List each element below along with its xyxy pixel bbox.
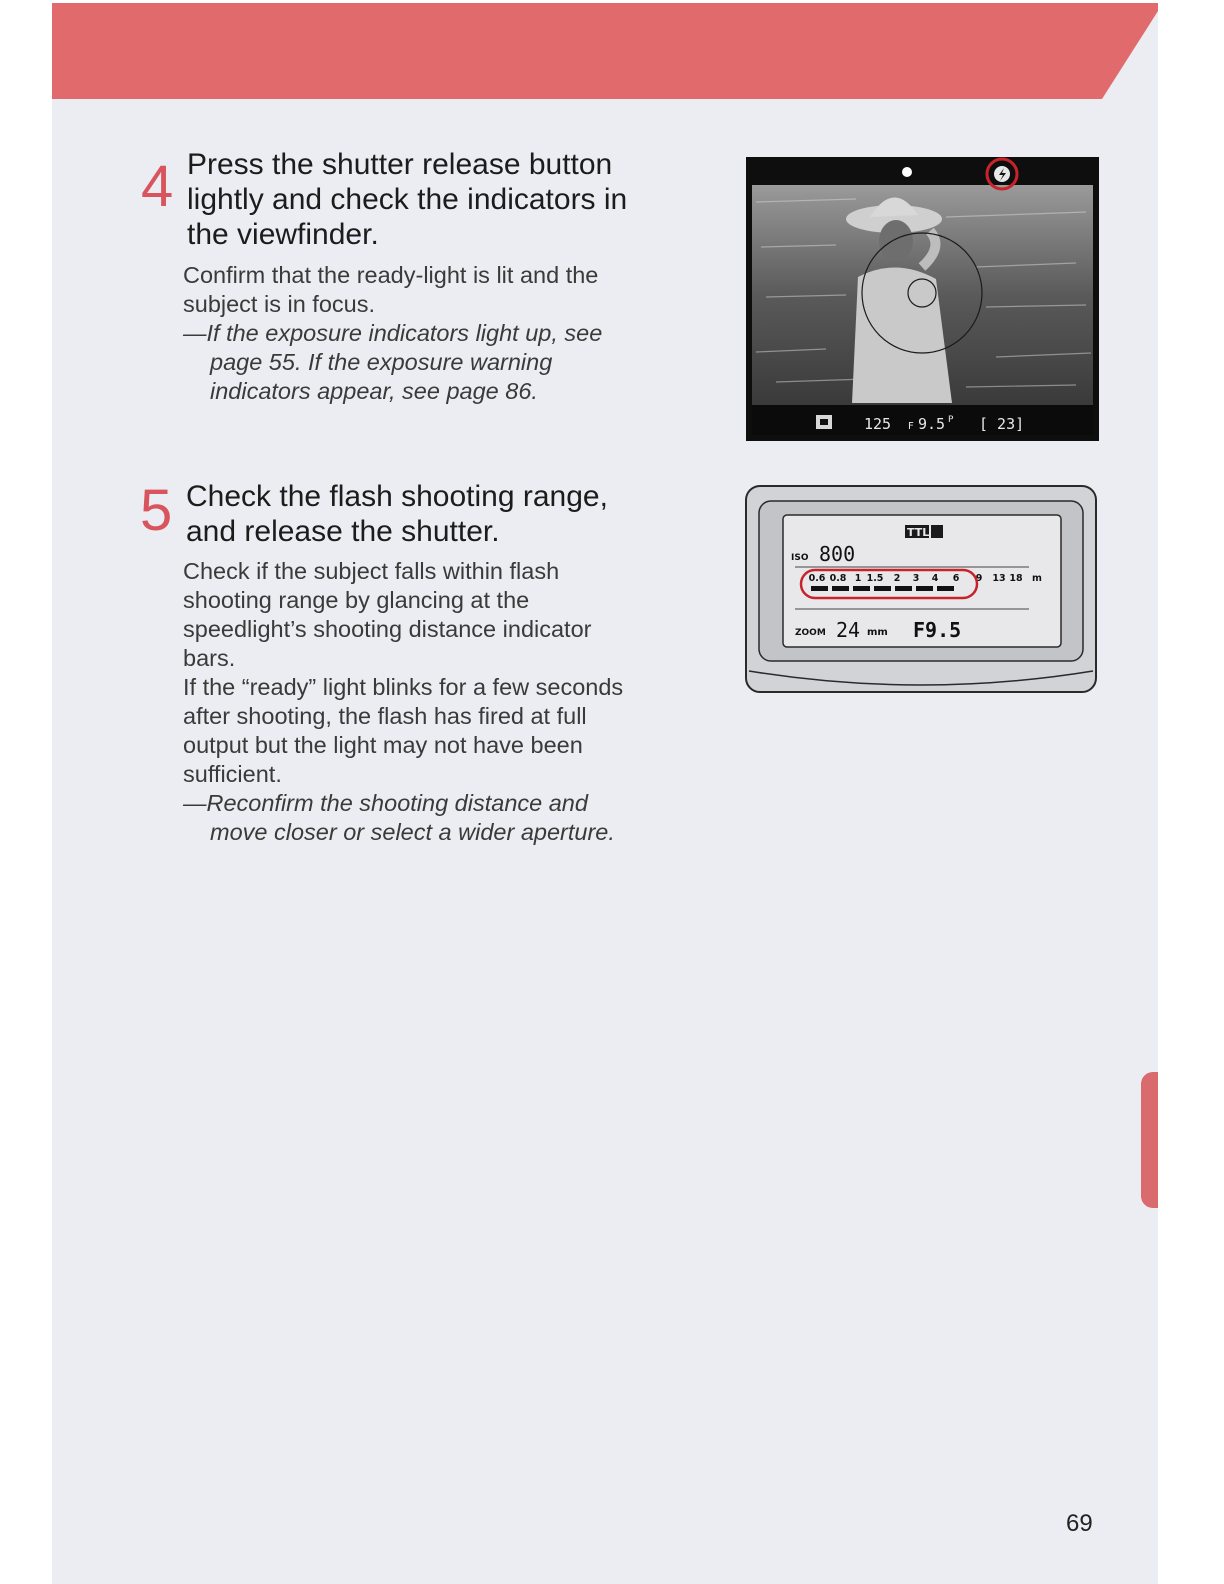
step-4-body-line: Confirm that the ready-light is lit and the bbox=[183, 262, 599, 288]
step-5-body-line: output but the light may not have been bbox=[183, 732, 583, 758]
step-4-title-line: the viewfinder. bbox=[187, 218, 379, 251]
page-number: 69 bbox=[1066, 1510, 1093, 1537]
speedlight-lcd-illustration bbox=[745, 485, 1097, 694]
iso-value: 800 bbox=[819, 542, 856, 566]
section-tab bbox=[1141, 1072, 1158, 1208]
step-4-number: 4 bbox=[141, 154, 174, 219]
zoom-value: 24 bbox=[836, 618, 861, 642]
step-5-body-line: bars. bbox=[183, 645, 236, 671]
frame-counter-readout: [ 23] bbox=[979, 415, 1025, 433]
distance-scale-label: 0.8 bbox=[829, 573, 847, 584]
step-4-title-line: lightly and check the indicators in bbox=[187, 183, 628, 216]
distance-bar bbox=[937, 586, 954, 591]
step-5-body-line: If the “ready” light blinks for a few seconds bbox=[183, 674, 624, 700]
distance-scale-label: m bbox=[1032, 573, 1042, 584]
distance-scale-label: 9 bbox=[975, 573, 983, 584]
distance-scale-label: 3 bbox=[912, 573, 920, 584]
step-5-title-line: and release the shutter. bbox=[186, 515, 500, 548]
step-5-body-line: speedlight’s shooting distance indicator bbox=[183, 616, 592, 642]
step-5-body-line: Check if the subject falls within flash bbox=[183, 558, 560, 584]
distance-bar bbox=[853, 586, 870, 591]
exposure-mode-readout: P bbox=[948, 415, 954, 425]
distance-bar bbox=[895, 586, 912, 591]
distance-bar bbox=[916, 586, 933, 591]
zoom-label: ZOOM bbox=[795, 628, 826, 638]
distance-scale-label: 4 bbox=[931, 573, 939, 584]
step-5-number: 5 bbox=[140, 478, 173, 543]
ttl-mode-label: TTL bbox=[907, 526, 930, 539]
distance-bar bbox=[832, 586, 849, 591]
step-4-title-line: Press the shutter release button bbox=[187, 148, 613, 181]
step-5-note-line: —Reconfirm the shooting distance and bbox=[183, 790, 588, 816]
step-4-note-line: indicators appear, see page 86. bbox=[210, 378, 538, 404]
distance-scale-label: 0.6 bbox=[808, 573, 826, 584]
aperture-readout: 9.5 bbox=[918, 415, 946, 433]
distance-indicator-bars bbox=[811, 586, 954, 591]
lcd-aperture-value: F9.5 bbox=[913, 618, 962, 642]
step-5-body bbox=[183, 557, 623, 847]
step-4-title bbox=[187, 147, 627, 252]
viewfinder-illustration bbox=[746, 157, 1099, 441]
focus-indicator-dot bbox=[902, 167, 912, 177]
step-5-body-line: shooting range by glancing at the bbox=[183, 587, 530, 613]
iso-label: ISO bbox=[791, 553, 809, 563]
distance-scale-label: 2 bbox=[893, 573, 901, 584]
distance-scale-label: 13 bbox=[992, 573, 1006, 584]
step-5-note-line: move closer or select a wider aperture. bbox=[210, 819, 615, 845]
distance-scale-label: 6 bbox=[952, 573, 960, 584]
header-band bbox=[52, 3, 1158, 99]
step-4-body-line: subject is in focus. bbox=[183, 291, 376, 317]
shutter-speed-readout: 125 bbox=[864, 415, 892, 433]
step-4-note-line: —If the exposure indicators light up, see bbox=[183, 320, 603, 346]
zoom-unit: mm bbox=[867, 627, 888, 638]
distance-bar bbox=[811, 586, 828, 591]
bounce-icon bbox=[931, 525, 943, 538]
distance-scale-label: 1 bbox=[854, 573, 862, 584]
step-4-note-line: page 55. If the exposure warning bbox=[210, 349, 553, 375]
distance-bar bbox=[874, 586, 891, 591]
step-5-title-line: Check the flash shooting range, bbox=[186, 480, 608, 513]
distance-scale-label: 18 bbox=[1009, 573, 1023, 584]
distance-scale-label: 1.5 bbox=[866, 573, 884, 584]
step-5-body-line: sufficient. bbox=[183, 761, 282, 787]
step-5-title bbox=[186, 479, 608, 549]
step-4-body bbox=[183, 261, 602, 406]
step-5-body-line: after shooting, the flash has fired at full bbox=[183, 703, 587, 729]
aperture-prefix: F bbox=[908, 421, 914, 432]
